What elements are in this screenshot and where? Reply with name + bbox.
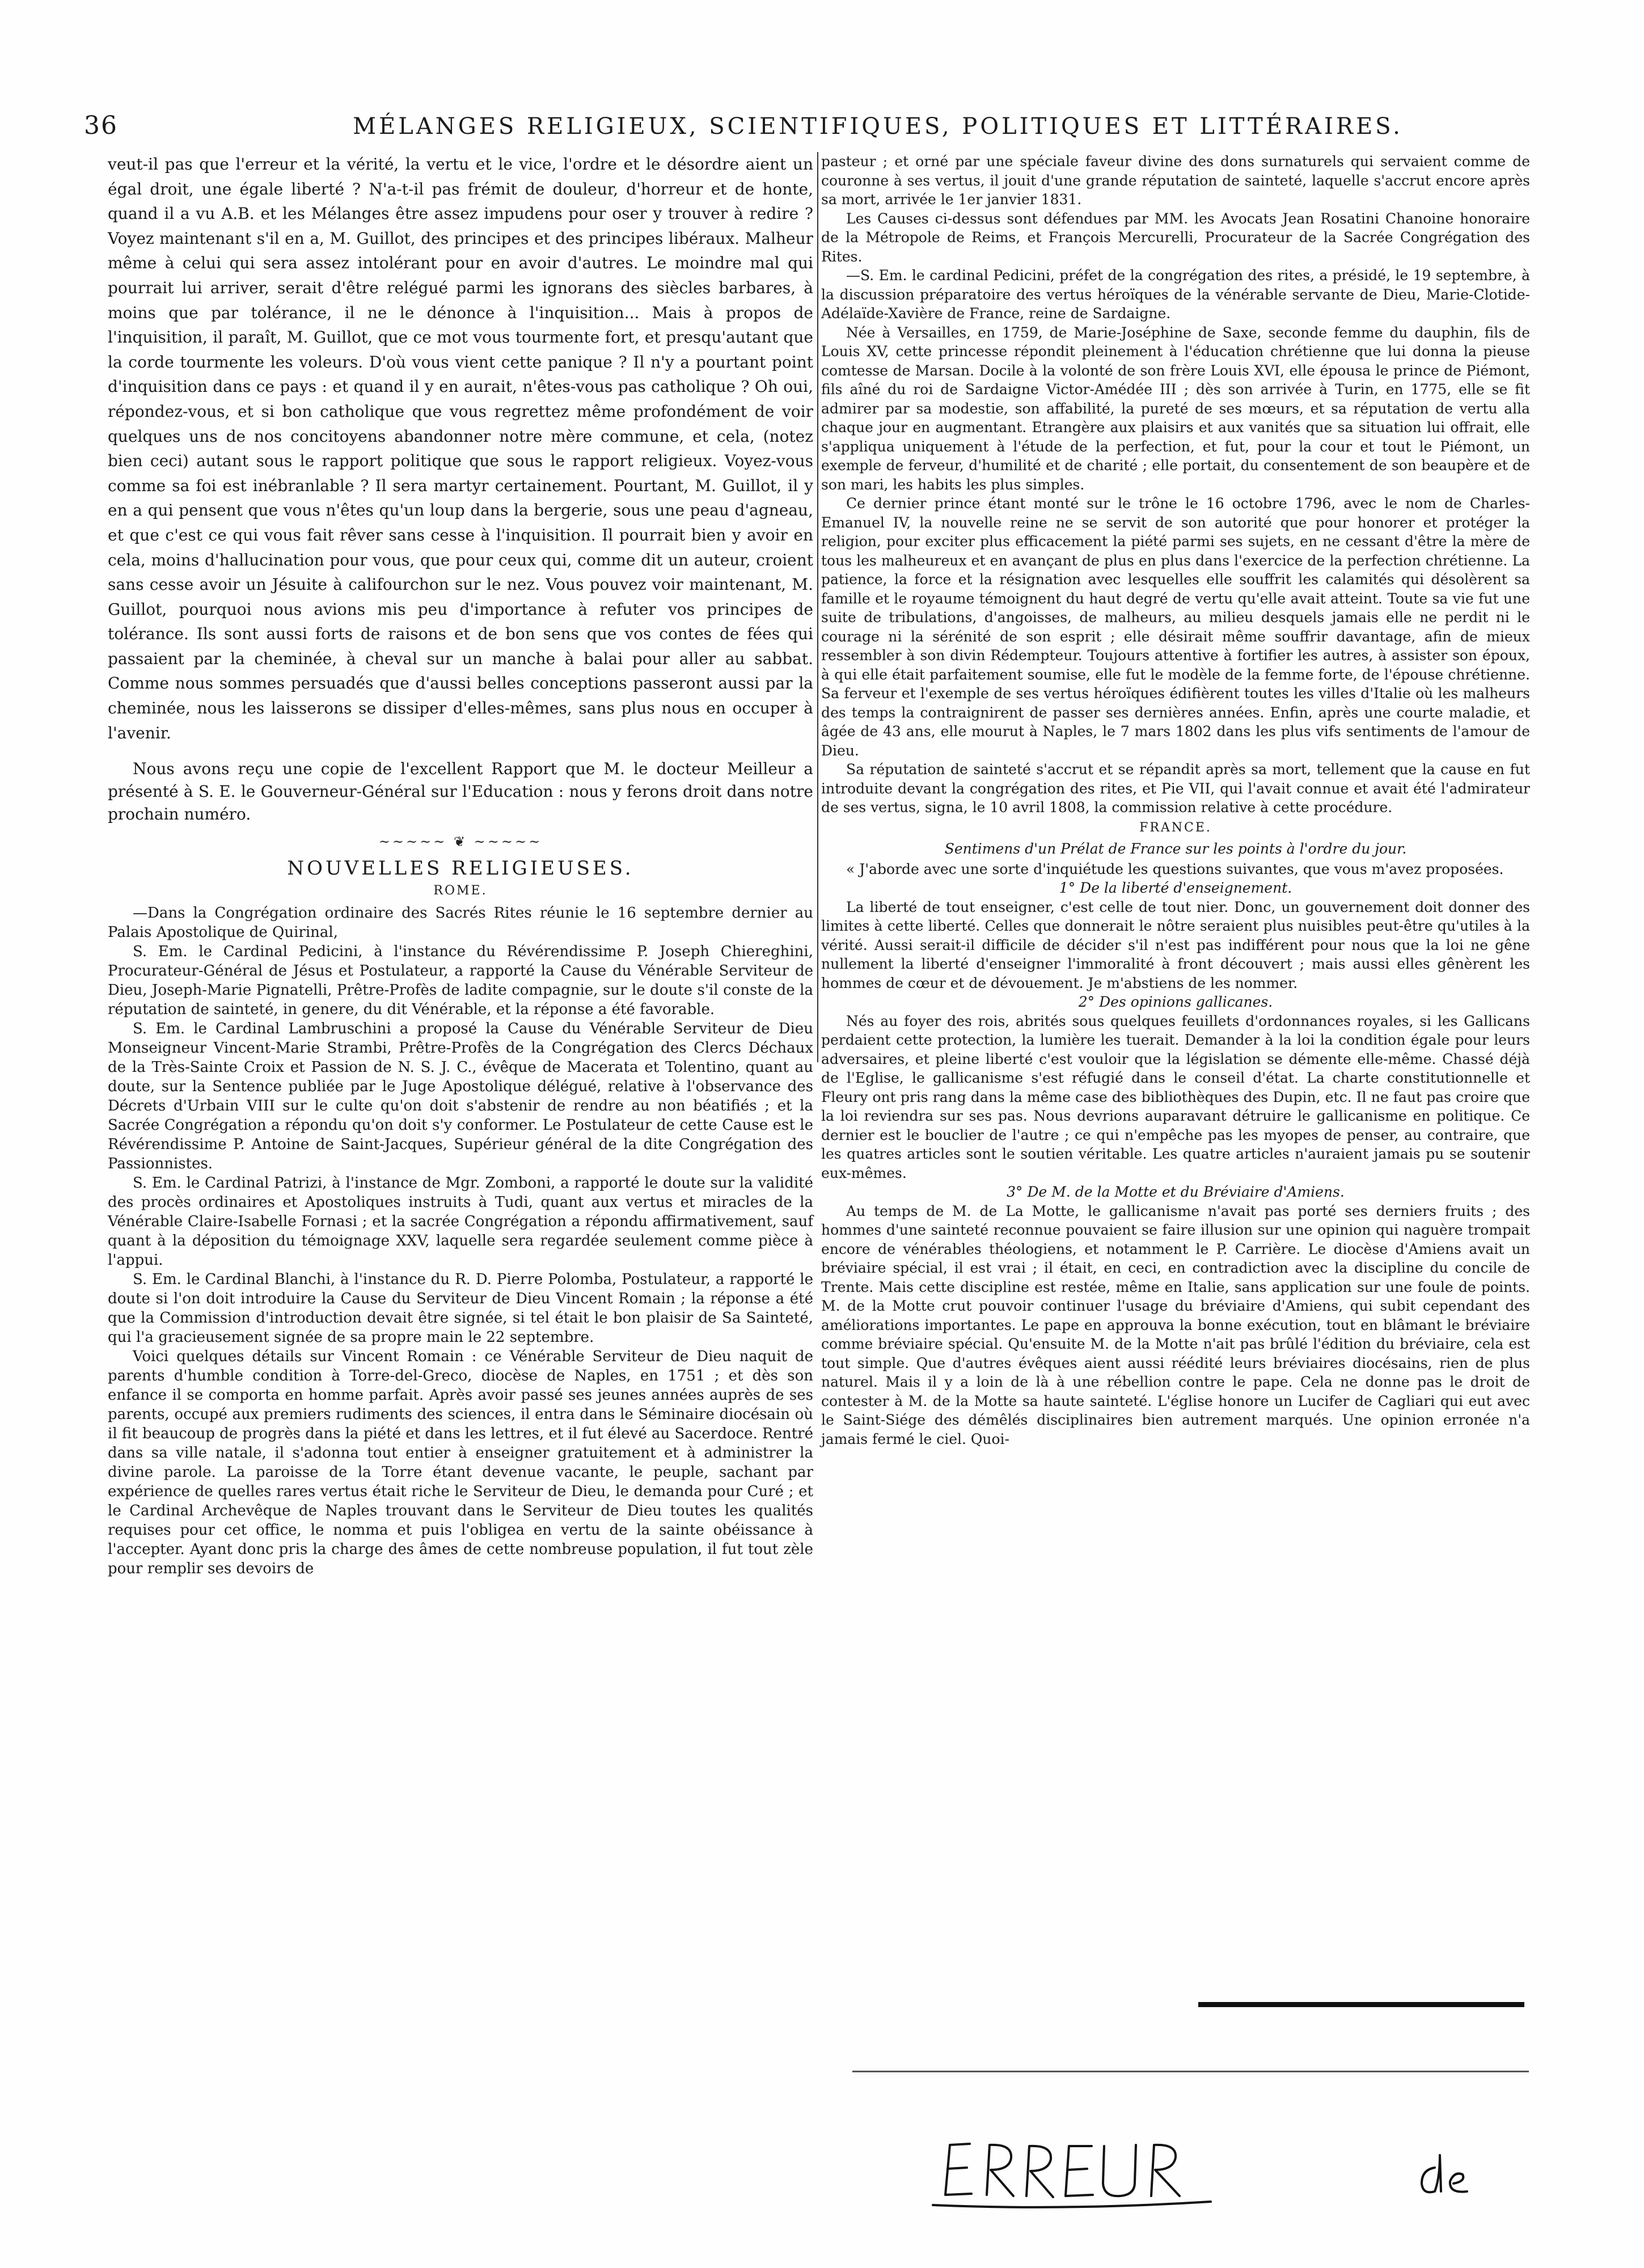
article-subheading: 3° De M. de la Motte et du Bréviaire d'Amiens. <box>1007 1184 1345 1200</box>
page-number: 36 <box>84 111 118 140</box>
france-article-title: Sentimens d'un Prélat de France sur les points à l'ordre du jour. <box>944 841 1407 857</box>
france-intro: « J'aborde avec une sorte d'inquiétude les questions suivantes, que vous m'avez proposées. <box>846 860 1504 877</box>
article-subheading: 2° Des opinions gallicanes. <box>1078 994 1273 1010</box>
news-paragraph: Sa réputation de sainteté s'accrut et se répandit après sa mort, tellement que la cause en fut introduite devant la congrégation des rites, et Pie VII, qui l'avait connue et avait été l'admirateur de ses vertus, signa, le 10 avril 1808, la commission relative à cette procédure. <box>821 761 1530 816</box>
page-header <box>84 111 1615 145</box>
left-column <box>108 152 813 1578</box>
news-paragraph: S. Em. le Cardinal Pedicini, à l'instance du Révérendissime P. Joseph Chiereghini, Procurateur-Général de Jésus et Postulateur, a rapporté la Cause du Vénérable Serviteur de Dieu, Joseph-Marie Pignatelli, Prêtre-Profès de ladite compagnie, sur le doute s'il conste de la réputation de sainteté, in genere, du dit Vénérable, et la réponse a été favorable. <box>108 943 813 1019</box>
handwritten-erreur-annotation <box>870 2132 1506 2218</box>
news-paragraph: S. Em. le Cardinal Lambruschini a proposé la Cause du Vénérable Serviteur de Dieu Monseigneur Vincent-Marie Strambi, Prêtre-Profès de la Congrégation des Clercs Déchaux de la Très-Sainte Croix et Passion de N. S. J. C., évêque de Macerata et Tolentino, quant au doute, sur la Sentence publiée par le Juge Apostolique délégué, relative à l'observance des Décrets d'Urbain VIII sur le culte qu'on doit s'abstenir de rendre au non béatifiés ; et la Sacrée Congrégation a répondu qu'on doit s'y conformer. Le Postulateur de cette Cause est le Révérendissime P. Antoine de Saint-Jacques, Supérieur général de la dite Congrégation des Passionnistes. <box>108 1020 813 1173</box>
news-paragraph: S. Em. le Cardinal Patrizi, à l'instance de Mgr. Zomboni, a rapporté le doute sur la validité des procès ordinaires et Apostoliques instruits à Tudi, quant aux vertus et miracles de la Vénérable Claire-Isabelle Fornasi ; et la sacrée Congrégation a répondu affirmativement, sauf quant à la déposition du témoignage XXV, laquelle sera regardée seulement comme pièce à l'appui. <box>108 1175 813 1269</box>
column-divider <box>817 152 818 1062</box>
news-paragraph: Voici quelques détails sur Vincent Romain : ce Vénérable Serviteur de Dieu naquit de parents d'humble condition à Torre-del-Greco, diocèse de Naples, en 1751 ; et dès son enfance il se comporta en homme parfait. Après avoir passé ses jeunes années auprès de ses parents, occupé aux premiers rudiments des sciences, il entra dans le Séminaire diocésain où il fit beaucoup de progrès dans la piété et dans les lettres, et il fut élevé au Sacerdoce. Rentré dans sa ville natale, il s'adonna tout entier à enseigner gratuitement et à administrer la divine parole. La paroisse de la Torre étant devenue vacante, le peuple, sachant par expérience de quelles rares vertus était riche le Serviteur de Dieu, le demanda pour Curé ; et le Cardinal Archevêque de Naples trouvant dans le Serviteur de Dieu toutes les qualités requises pour cet office, le nomma et puis l'obligea en vertu de la sainte obéissance à l'accepter. Ayant donc pris la charge des âmes de cette nombreuse population, il fut tout zèle pour remplir ses devoirs de <box>108 1348 813 1578</box>
news-paragraph: pasteur ; et orné par une spéciale faveur divine des dons surnaturels qui servaient comme de couronne à ses vertus, il jouit d'une grande réputation de sainteté, laquelle s'accrut encore après sa mort, arrivée le 1er janvier 1831. <box>821 153 1530 208</box>
news-paragraph: —Dans la Congrégation ordinaire des Sacrés Rites réunie le 16 septembre dernier au Palais Apostolique de Quirinal, <box>108 905 813 941</box>
section-ornament: ~~~~~ ❦ ~~~~~ <box>378 834 543 850</box>
thin-rule <box>852 2071 1529 2072</box>
section-title: NOUVELLES RELIGIEUSES. <box>287 857 634 880</box>
heavy-rule <box>1198 2002 1524 2007</box>
news-paragraph: —S. Em. le cardinal Pedicini, préfet de la congrégation des rites, a présidé, le 19 septembre, à la discussion préparatoire des vertus héroïques de la vénérable servante de Dieu, Marie-Clotide-Adélaïde-Xavière de France, reine de Sardaigne. <box>821 267 1530 322</box>
news-paragraph: Ce dernier prince étant monté sur le trône le 16 octobre 1796, avec le nom de Charles-Emanuel IV, la nouvelle reine ne se servit de son autorité que pour honorer et protéger la religion, pour exciter plus efficacement la piété parmi ses sujets, en ne cessant d'être la mère de tous les malheureux et en avançant de plus en plus dans l'exercice de la perfection chrétienne. La patience, la force et la résignation avec lesquelles elle souffrit les calamités qui désolèrent sa famille et le royaume témoignent du haut degré de vertu qu'elle avait atteint. Toute sa vie fut une suite de tribulations, d'angoisses, de malheurs, au milieu desquels jamais elle ne perdit ni le courage ni la sérénité de son esprit ; elle désirait même souffrir davantage, afin de mieux ressembler à son divin Rédempteur. Toujours attentive à fortifier les autres, à assister son époux, à qui elle était parfaitement soumise, elle fut le modèle de la femme forte, de l'épouse chrétienne. Sa ferveur et l'exemple de ses vertus héroïques édifièrent toutes les villes d'Italie où les malheurs des temps la contraignirent de passer ses dernières années. Enfin, après une courte maladie, et âgée de 43 ans, elle mourut à Naples, le 7 mars 1802 dans les plus vifs sentiments de l'amour de Dieu. <box>821 495 1530 759</box>
article-paragraph: La liberté de tout enseigner, c'est celle de tout nier. Donc, un gouvernement doit donner des limites à cette liberté. Celles que donnerait le nôtre seraient plus nuisibles peut-être qu'utiles à la vérité. Aussi serait-il difficile de décider s'il n'est pas indifférent pour nous que la loi ne gêne nullement la liberté d'enseigner l'immoralité à front découvert ; mais aussi elles gênèrent les hommes de cœur et de dévouement. Je m'abstiens de les nommer. <box>821 898 1530 991</box>
subsection-rome: ROME. <box>433 884 488 898</box>
article-continuation: veut-il pas que l'erreur et la vérité, la vertu et le vice, l'ordre et le désordre aient un égal droit, une égale liberté ? N'a-t-il pas frémit de douleur, d'horreur et de honte, quand il a vu A.B. et les Mélanges être assez impudens pour oser y trouver à redire ? Voyez maintenant s'il en a, M. Guillot, des principes et des principes libéraux. Malheur même à celui qui sera assez intolérant pour en avoir d'autres. Le moindre mal qui pourrait lui arriver, serait d'être relégué parmi les ignorans des siècles barbares, à moins que par tolérance, il ne le dénonce à l'inquisition... Mais à propos de l'inquisition, il paraît, M. Guillot, que ce mot vous tourmente fort, et presqu'autant que la corde tourmente les voleurs. D'où vous vient cette panique ? Il n'y a pourtant point d'inquisition dans ce pays : et quand il y en aurait, n'êtes-vous pas catholique ? Oh oui, répondez-vous, et si bon catholique que vous regrettez même profondément de voir quelques uns de nos concitoyens abandonner notre mère commune, et cela, (notez bien ceci) autant sous le rapport politique que sous le rapport religieux. Voyez-vous comme sa foi est inébranlable ? Il sera martyr certainement. Pourtant, M. Guillot, il y en a qui pensent que vous n'êtes qu'un loup dans la bergerie, sous une peau d'agneau, et que c'est ce qui vous fait rêver sans cesse à l'inquisition. Il pourrait bien y avoir en cela, moins d'hallucination pour vous, que pour ceux qui, comme dit un auteur, croient sans cesse avoir un Jésuite à califourchon sur le nez. Vous pouvez voir maintenant, M. Guillot, pourquoi nous avions mis peu d'importance à refuter vos principes de tolérance. Ils sont aussi forts de raisons et de bon sens que vos contes de fées qui passaient par la cheminée, à cheval sur un manche à balai pour aller au sabbat. Comme nous sommes persuadés que d'aussi belles conceptions passeront aussi par la cheminée, nous les laisserons se dissiper d'elles-mêmes, sans plus nous en occuper à l'avenir. <box>108 155 813 742</box>
subsection-france: FRANCE. <box>1139 820 1212 835</box>
article-paragraph: Nés au foyer des rois, abrités sous quelques feuillets d'ordonnances royales, si les Gallicans perdaient cette protection, la lumière les tuerait. Demander à la loi la condition égale pour leurs adversaires, et pleine liberté c'est vouloir que la législation se démente elle-même. Chassé déjà de l'Eglise, le gallicanisme s'est réfugié dans le conseil d'état. La charte constitutionnelle et Fleury ont pris rang dans la même case des bibliothèques des Dupin, etc. Il ne faut pas croire que la loi reviendra sur ses pas. Nous devrions auparavant détruire le gallicanisme en politique. Ce dernier est le bouclier de l'autre ; ce qui n'empêche pas les myopes de penser, au contraire, que les quatres articles sont le soutien véritable. Les quatre articles n'auraient jamais pu se soutenir eux-mêmes. <box>821 1012 1530 1181</box>
running-title: MÉLANGES RELIGIEUX, SCIENTIFIQUES, POLITIQUES ET LITTÉRAIRES. <box>353 113 1403 140</box>
news-paragraph: Née à Versailles, en 1759, de Marie-Joséphine de Saxe, seconde femme du dauphin, fils de Louis XV, cette princesse répondit pleinement à l'éducation chrétienne que lui donna la pieuse comtesse de Marsan. Docile à la volonté de son frère Louis XVI, elle épousa le prince de Piémont, fils aîné du roi de Sardaigne Victor-Amédée III ; dès son arrivée à Turin, en 1775, elle se fit admirer par sa modestie, son affabilité, la pureté de ses mœurs, et sa réputation de vertu alla chaque jour en augmentant. Etrangère aux plaisirs et aux vanités que sa situation lui offrait, elle s'appliqua uniquement à l'étude de la perfection, et fut, pour la cour et tout le Piémont, un exemple de ferveur, d'humilité et de charité ; elle portait, du consentement de son beaupère et de son mari, les habits les plus simples. <box>821 324 1530 493</box>
article-paragraph: Au temps de M. de La Motte, le gallicanisme n'avait pas porté ses derniers fruits ; des hommes d'une sainteté reconnue pouvaient se faire illusion sur une opinion qui naguère trompait encore de vénérables théologiens, et notamment le P. Carrière. Le diocèse d'Amiens avait un bréviaire spécial, il est vrai ; il était, en ceci, en contradiction avec la discipline du concile de Trente. Mais cette discipline est restée, même en Italie, sans application sur une foule de points. M. de la Motte crut pouvoir continuer l'usage du bréviaire d'Amiens, qui subit cependant des améliorations importantes. Le pape en approuva la bonne exécution, tout en blâmant le bréviaire comme bréviaire spécial. Qu'ensuite M. de la Motte n'ait pas brûlé l'édition du bréviaire, cela est tout simple. Que d'autres évêques aient aussi réédité leurs bréviaires diocésains, rien de plus naturel. Mais il y a loin de là à une rébellion contre le pape. Cela ne donne pas le droit de contester à M. de la Motte sa haute sainteté. L'église honore un Lucifer de Cagliari qui eut avec le Saint-Siége des démêlés disciplinaires bien autrement marqués. Une opinion erronée n'a jamais fermé le ciel. Quoi- <box>821 1202 1530 1447</box>
news-paragraph: S. Em. le Cardinal Blanchi, à l'instance du R. D. Pierre Polomba, Postulateur, a rapporté le doute si l'on doit introduire la Cause du Serviteur de Dieu Vincent Romain ; la réponse a été que la Commission d'introduction devait être signée, si tel était le bon plaisir de Sa Sainteté, qui l'a gracieusement signée de sa propre main le 22 septembre. <box>108 1271 813 1346</box>
article-subheading: 1° De la liberté d'enseignement. <box>1059 880 1292 896</box>
editorial-notice: Nous avons reçu une copie de l'excellent Rapport que M. le docteur Meilleur a présenté à S. E. le Gouverneur-Général sur l'Education : nous y ferons droit dans notre prochain numéro. <box>108 759 813 824</box>
news-paragraph: Les Causes ci-dessus sont défendues par MM. les Avocats Jean Rosatini Chanoine honoraire de la Métropole de Reims, et François Mercurelli, Procurateur de la Sacrée Congrégation des Rites. <box>821 210 1530 265</box>
right-column <box>821 152 1530 1448</box>
